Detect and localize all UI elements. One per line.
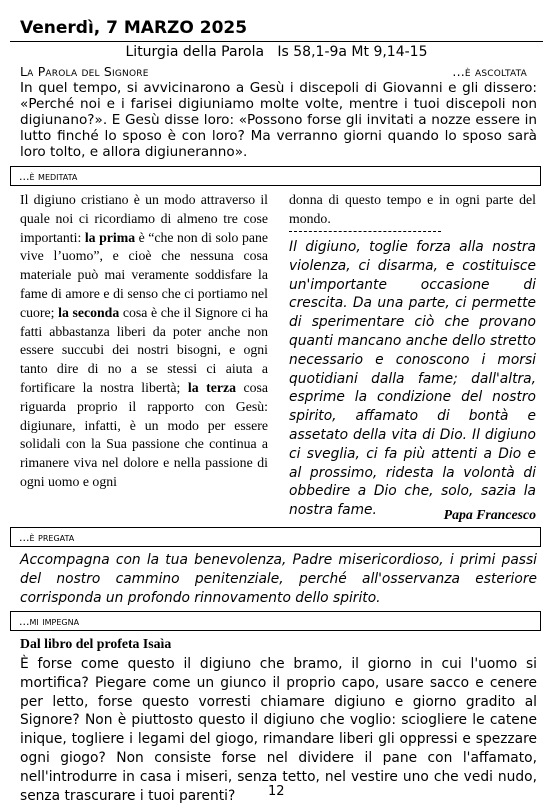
meditation-p1: Il digiuno cristiano è un modo attraverso il quale noi ci ricordiamo di almeno tre cose importanti: (20, 192, 268, 245)
prayer-text: Accompagna con la tua benevolenza, Padre misericordioso, i primi passi del nostro cammino penitenziale, perché all'osservanza esteriore corrisponda un profondo rinnovamento dello spirito. (20, 552, 537, 606)
meditation-p4: cosa riguarda proprio il rapporto con Gesù: digiunare, infatti, è un modo per essere solidali con la Sua passione che continua a rimanere viva nel dolore e nella passione di ogni uomo e ogni (20, 379, 268, 489)
section-prayed-label: ...è pregata (19, 531, 75, 544)
gospel-text: In quel tempo, si avvicinarono a Gesù i discepoli di Giovanni e gli dissero: «Perché noi e i farisei digiuniamo molte volte, mentre i tuoi discepoli non digiunano?». E Gesù disse loro: «Possono forse gli invitati a nozze essere in lutto finché lo sposo è con loro? Ma verranno giorni quando lo sposo sarà loro tolto, e allora digiuneranno». (20, 80, 537, 161)
section-prayed (10, 527, 541, 547)
meditation-text (20, 191, 268, 492)
quote-divider (289, 231, 441, 232)
section-commitment (10, 611, 541, 631)
header-divider (10, 41, 543, 42)
meditation-second: la seconda (58, 304, 120, 320)
section-commitment-label: ...mi impegna (19, 615, 80, 628)
meditation-p3: cosa è che il Signore ci ha fatti abbastanza liberi da poter anche non essere succubi dei nostri bisogni, e ogni tanto dire di no a se stessi ci aiuta a fortificare la nostra libertà; (20, 304, 268, 395)
quote-author: Papa Francesco (443, 507, 536, 522)
meditation-first: la prima (84, 229, 136, 245)
meditation-p2: è “che non di solo pane vive l’uomo”, e cioè che nessuna cosa materiale può mai veramente soddisfare la fame di amore e di senso che ci portiamo nel cuore; (20, 229, 269, 320)
listened-label: ...è ascoltata (452, 64, 527, 79)
reading-text: È forse come questo il digiuno che bramo, il giorno in cui l'uomo si mortifica? Piegare come un giunco il proprio capo, usare sacco e cenere per letto, forse questo vorresti chiamare digiuno e giorno gradito al Signore? Non è piuttosto questo il digiuno che voglio: sciogliere le catene inique, togliere i legami del giogo, rimandare liberi gli oppressi e spezzare ogni giogo? Non consiste forse nel dividere il pane con l'affamato, nell'introdurre in casa i miseri, senza tetto, nel vestire uno che vedi nudo, senza trascurare i tuoi parenti? (20, 656, 537, 804)
section-meditated-label: ...è meditata (19, 170, 78, 183)
pope-quote: Il digiuno, toglie forza alla nostra violenza, ci disarma, e costituisce un'importante occasione di crescita. Da una parte, ci permette di sperimentare ciò che provano quanti mancano anche dello stretto necessario e conoscono i morsi quotidiani dalla fame; dall'altra, esprime la condizione del nostro spirito, affamato di bontà e assetato della vita di Dio. Il digiuno ci sveglia, ci fa più attenti a Dio e al prossimo, ridesta la volontà di obbedire a Dio che, solo, sazia la nostra fame. (289, 239, 536, 519)
reading-title: Dal libro del profeta Isaìa (20, 636, 172, 651)
word-of-lord-label: La Parola del Signore (20, 64, 149, 79)
meditation-continuation: donna di questo tempo e in ogni parte del mondo. (289, 192, 536, 226)
liturgy-reference: Liturgia della Parola Is 58,1-9a Mt 9,14-15 (125, 44, 428, 60)
page-number: 12 (268, 784, 285, 799)
page-date: Venerdì, 7 MARZO 2025 (20, 18, 248, 38)
section-meditated (10, 166, 541, 186)
meditation-third: la terza (187, 379, 236, 395)
